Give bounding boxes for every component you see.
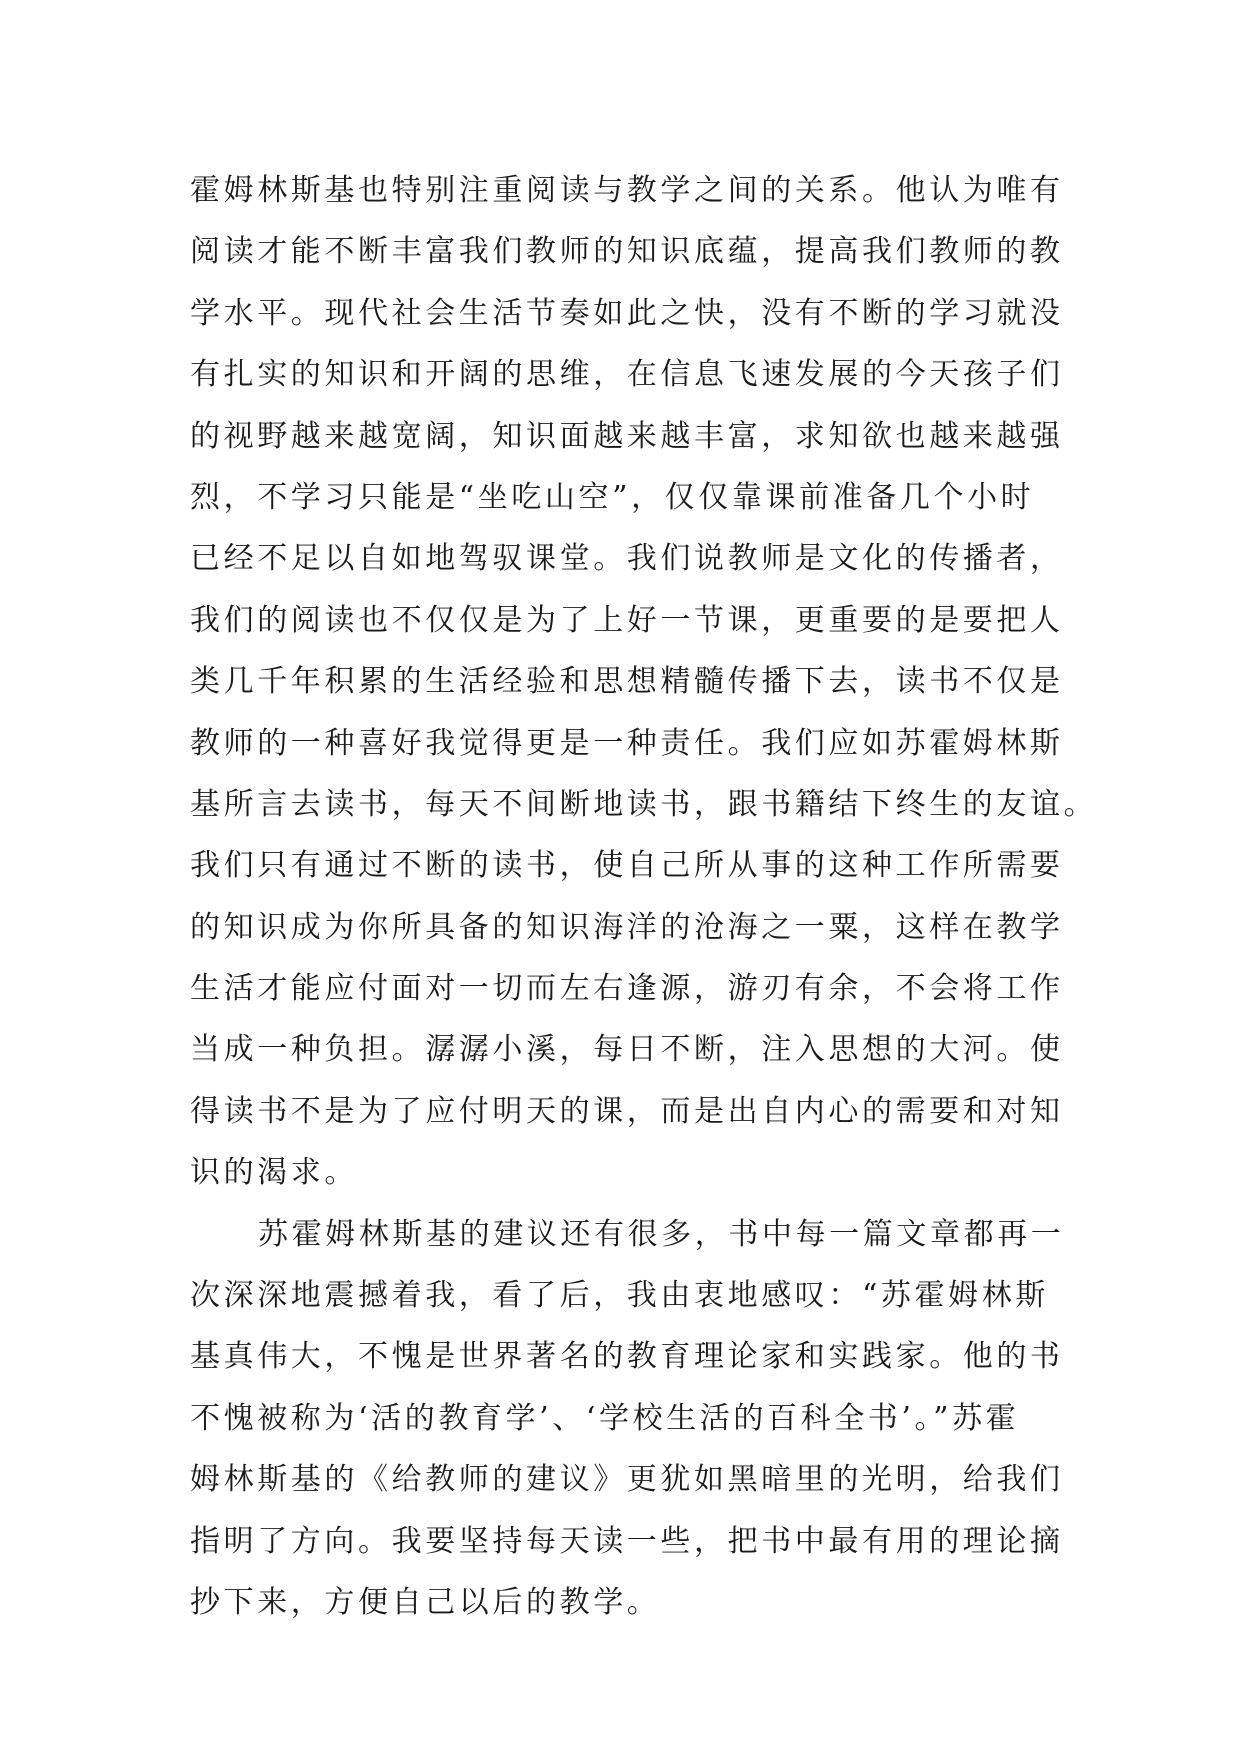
paragraph <box>190 160 1098 1204</box>
paragraph <box>190 1204 1065 1634</box>
text-line: 基所言去读书，每天不间断地读书，跟书籍结下终生的友谊。 <box>190 786 1098 822</box>
text-line: 阅读才能不断丰富我们教师的知识底蕴，提高我们教师的教 <box>190 234 1064 270</box>
text-line: 次深深地震撼着我，看了后，我由衷地感叹：“苏霍姆林斯 <box>190 1278 1049 1314</box>
text-line: 指明了方向。我要坚持每天读一些，把书中最有用的理论摘 <box>190 1523 1064 1559</box>
text-line: 识的渴求。 <box>190 1155 358 1191</box>
text-line: 当成一种负担。潺潺小溪，每日不断，注入思想的大河。使 <box>190 1032 1064 1068</box>
text-line: 我们的阅读也不仅仅是为了上好一节课，更重要的是要把人 <box>190 602 1064 638</box>
text-line: 生活才能应付面对一切而左右逢源，游刃有余，不会将工作 <box>190 971 1064 1007</box>
text-line: 基真伟大，不愧是世界著名的教育理论家和实践家。他的书 <box>190 1339 1064 1375</box>
text-line: 的知识成为你所具备的知识海洋的沧海之一粟，这样在教学 <box>190 909 1064 945</box>
text-line: 姆林斯基的《给教师的建议》更犹如黑暗里的光明，给我们 <box>190 1462 1064 1498</box>
text-line: 烈，不学习只能是“坐吃山空”，仅仅靠课前准备几个小时 <box>190 479 1035 515</box>
text-line: 学水平。现代社会生活节奏如此之快，没有不断的学习就没 <box>190 295 1064 331</box>
text-line: 我们只有通过不断的读书，使自己所从事的这种工作所需要 <box>190 848 1064 884</box>
document-body <box>190 160 1098 1633</box>
text-line: 得读书不是为了应付明天的课，而是出自内心的需要和对知 <box>190 1093 1064 1129</box>
text-line: 抄下来，方便自己以后的教学。 <box>190 1584 661 1620</box>
text-line: 的视野越来越宽阔，知识面越来越丰富，求知欲也越来越强 <box>190 418 1064 454</box>
text-line: 有扎实的知识和开阔的思维，在信息飞速发展的今天孩子们 <box>190 357 1064 393</box>
text-line: 类几千年积累的生活经验和思想精髓传播下去，读书不仅是 <box>190 664 1064 700</box>
text-line: 教师的一种喜好我觉得更是一种责任。我们应如苏霍姆林斯 <box>190 725 1064 761</box>
text-line: 不愧被称为‘活的教育学’、‘学校生活的百科全书’。”苏霍 <box>190 1400 1020 1436</box>
text-line: 已经不足以自如地驾驭课堂。我们说教师是文化的传播者， <box>190 541 1064 577</box>
text-line: 霍姆林斯基也特别注重阅读与教学之间的关系。他认为唯有 <box>190 173 1064 208</box>
text-line: 苏霍姆林斯基的建议还有很多，书中每一篇文章都再一 <box>258 1216 1065 1252</box>
